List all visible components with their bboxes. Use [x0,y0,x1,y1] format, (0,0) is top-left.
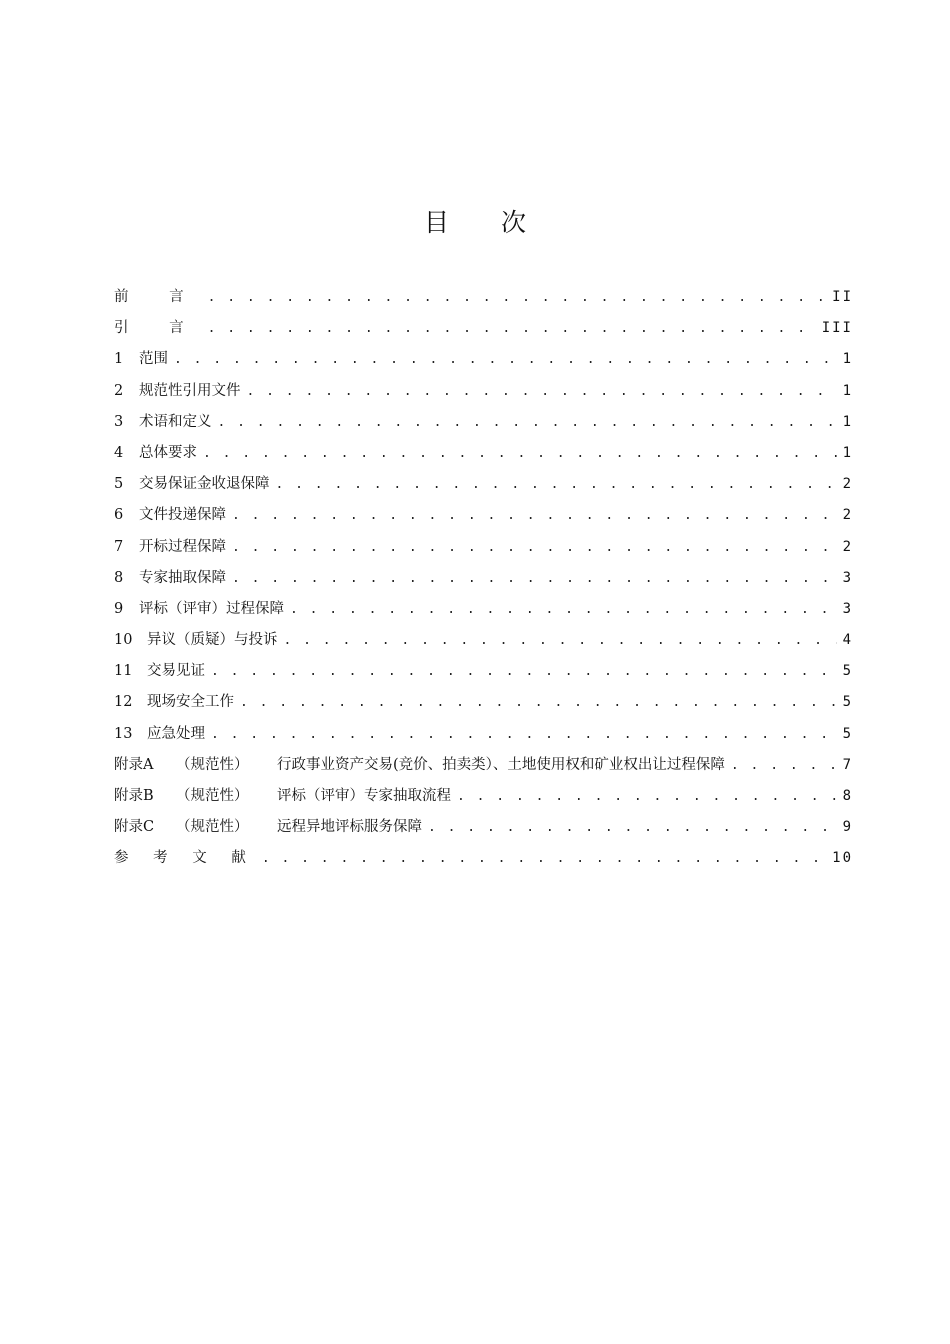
toc-entry-appendix-b[interactable] [114,781,851,812]
toc-entry-label: 异议（质疑）与投诉 [147,632,278,649]
toc-entry-label: 引 言 [114,320,202,337]
toc-entry-label: 评标（评审）专家抽取流程 [277,788,451,804]
toc-leader-dots [240,687,837,718]
toc-entry-number: 12 [114,694,133,711]
toc-leader-dots [208,282,827,313]
toc-entry-number: 9 [114,600,124,617]
toc-entry-references[interactable] [114,843,851,874]
toc-entry-foreword[interactable] [114,282,851,313]
toc-entry-type: （规范性） [176,819,249,836]
toc-entry-page: 2 [842,507,853,524]
toc-leader-dots [174,344,837,375]
toc-entry-page: 2 [842,476,853,493]
toc-entry-chapter-3[interactable] [114,407,851,438]
toc-entry-label: 远程异地评标服务保障 [277,819,422,836]
toc-entry-number: 3 [114,413,124,430]
toc-entry-label: 评标（评审）过程保障 [139,600,284,617]
toc-entry-label: 范围 [139,351,168,368]
toc-entry-number: 10 [114,632,133,649]
toc-entry-page: 2 [842,538,853,555]
toc-entry-page: II [832,289,853,305]
toc-leader-dots [208,313,816,344]
toc-entry-label: 现场安全工作 [147,694,234,711]
page-title: 目 次 [424,208,548,237]
toc-entry-type: （规范性） [176,756,249,773]
toc-entry-page: 1 [842,351,853,368]
toc-entry-page: 4 [842,632,853,649]
toc-entry-number: 2 [114,382,124,399]
toc-entry-chapter-9[interactable] [114,594,851,625]
toc-entry-label: 交易见证 [147,663,205,680]
table-of-contents [114,282,851,875]
toc-entry-label: 术语和定义 [139,413,212,430]
toc-entry-number: 附录C [114,819,155,836]
toc-entry-chapter-12[interactable] [114,687,851,718]
toc-entry-page: 5 [842,694,853,711]
toc-entry-number: 6 [114,507,124,524]
toc-leader-dots [457,781,837,812]
toc-leader-dots [211,656,837,687]
toc-entry-page: 7 [842,756,853,773]
toc-entry-label: 应急处理 [147,725,205,742]
toc-leader-dots [232,532,837,563]
toc-entry-label: 前 言 [114,289,202,305]
toc-entry-number: 8 [114,569,124,586]
toc-entry-chapter-1[interactable] [114,344,851,375]
toc-entry-chapter-6[interactable] [114,500,851,531]
toc-leader-dots [262,843,826,874]
toc-entry-number: 1 [114,351,124,368]
toc-entry-number: 11 [114,663,133,680]
toc-entry-label: 规范性引用文件 [139,382,241,399]
toc-entry-page: 1 [842,413,853,430]
toc-entry-page: 3 [842,600,853,617]
toc-entry-label: 交易保证金收退保障 [139,476,270,493]
toc-entry-introduction[interactable] [114,313,851,344]
toc-entry-number: 4 [114,444,124,461]
toc-entry-page: 5 [842,663,853,680]
toc-entry-label: 行政事业资产交易(竞价、拍卖类）、土地使用权和矿业权出让过程保障 [277,756,725,773]
toc-entry-page: III [821,320,853,337]
toc-leader-dots [211,719,837,750]
toc-leader-dots [428,812,837,843]
toc-leader-dots [247,376,837,407]
toc-entry-page: 1 [842,382,853,399]
toc-entry-chapter-11[interactable] [114,656,851,687]
toc-entry-chapter-4[interactable] [114,438,851,469]
toc-entry-chapter-8[interactable] [114,563,851,594]
toc-entry-page: 8 [842,788,853,804]
toc-entry-number: 附录A [114,756,154,773]
toc-leader-dots [232,500,837,531]
toc-leader-dots [232,563,837,594]
toc-leader-dots [218,407,837,438]
toc-entry-label: 开标过程保障 [139,538,226,555]
toc-entry-label: 总体要求 [139,444,197,461]
toc-entry-page: 5 [842,725,853,742]
toc-entry-label: 文件投递保障 [139,507,226,524]
toc-leader-dots [290,594,837,625]
toc-entry-number: 5 [114,476,124,493]
toc-entry-page: 9 [842,819,853,836]
toc-leader-dots [203,438,837,469]
toc-leader-dots [731,750,837,781]
toc-entry-page: 10 [832,850,853,867]
toc-leader-dots [276,469,837,500]
toc-entry-page: 3 [842,569,853,586]
toc-entry-chapter-5[interactable] [114,469,851,500]
toc-leader-dots [284,625,837,656]
toc-entry-chapter-2[interactable] [114,376,851,407]
toc-entry-type: （规范性） [176,788,249,804]
toc-entry-number: 附录B [114,788,154,804]
toc-entry-chapter-7[interactable] [114,532,851,563]
toc-entry-appendix-c[interactable] [114,812,851,843]
toc-entry-page: 1 [842,444,853,461]
toc-entry-label: 专家抽取保障 [139,569,226,586]
toc-entry-appendix-a[interactable] [114,750,851,781]
toc-entry-label: 参 考 文 献 [114,850,256,867]
toc-entry-chapter-10[interactable] [114,625,851,656]
toc-entry-number: 13 [114,725,133,742]
toc-entry-chapter-13[interactable] [114,719,851,750]
toc-entry-number: 7 [114,538,124,555]
